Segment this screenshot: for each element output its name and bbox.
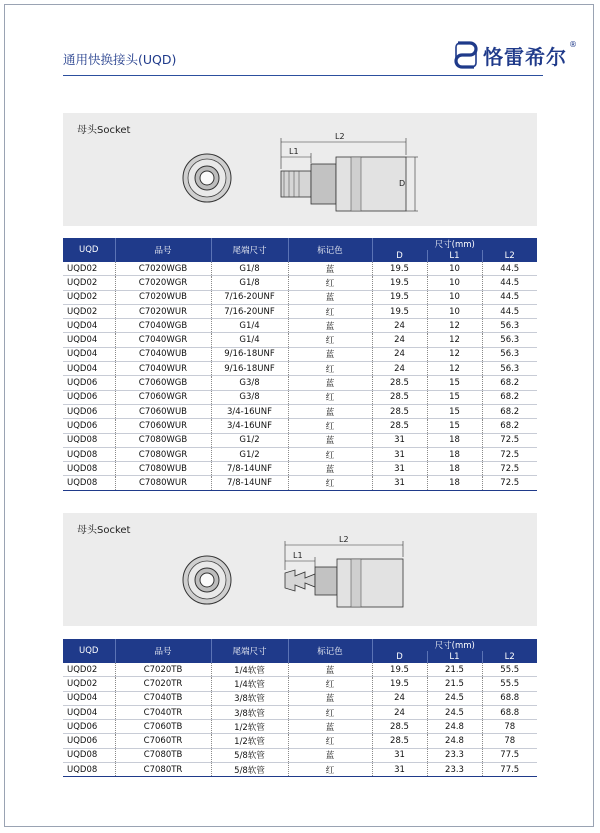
brand-name: 恪雷希尔 xyxy=(483,44,567,69)
cell-mark-color: 红 xyxy=(288,705,372,719)
socket-drawing-2 xyxy=(63,513,537,626)
header-divider xyxy=(63,75,543,76)
page-title: 通用快换接头(UQD) xyxy=(63,52,177,67)
cell-d: 28.5 xyxy=(372,390,427,404)
cell-d: 19.5 xyxy=(372,304,427,318)
table-row xyxy=(63,362,537,376)
cell-d: 19.5 xyxy=(372,663,427,677)
cell-l1: 18 xyxy=(427,433,482,447)
cell-mark-color: 蓝 xyxy=(288,347,372,361)
col-header-l2: L2 xyxy=(482,250,537,262)
cell-uqd: UQD04 xyxy=(63,691,115,705)
cell-part-number: C7020TB xyxy=(115,663,211,677)
cell-mark-color: 蓝 xyxy=(288,404,372,418)
cell-part-number: C7080WGB xyxy=(115,433,211,447)
cell-d: 24 xyxy=(372,705,427,719)
cell-l2: 72.5 xyxy=(482,433,537,447)
table-row xyxy=(63,419,537,433)
cell-uqd: UQD02 xyxy=(63,276,115,290)
cell-l1: 12 xyxy=(427,319,482,333)
table-row xyxy=(63,720,537,734)
cell-mark-color: 蓝 xyxy=(288,376,372,390)
cell-mark-color: 红 xyxy=(288,362,372,376)
cell-uqd: UQD06 xyxy=(63,390,115,404)
table-row xyxy=(63,763,537,777)
table-row xyxy=(63,404,537,418)
cell-mark-color: 蓝 xyxy=(288,262,372,276)
cell-d: 31 xyxy=(372,763,427,777)
cell-l1: 18 xyxy=(427,476,482,490)
dim-label-l2: L2 xyxy=(339,535,349,544)
cell-mark-color: 红 xyxy=(288,763,372,777)
cell-l2: 44.5 xyxy=(482,262,537,276)
table-row xyxy=(63,748,537,762)
cell-part-number: C7040WGB xyxy=(115,319,211,333)
col-header-size: 尺寸(mm) xyxy=(372,238,537,250)
col-header-l2: L2 xyxy=(482,651,537,663)
cell-l1: 15 xyxy=(427,376,482,390)
cell-part-number: C7060WUB xyxy=(115,404,211,418)
cell-l2: 72.5 xyxy=(482,476,537,490)
cell-uqd: UQD04 xyxy=(63,347,115,361)
cell-l1: 24.5 xyxy=(427,691,482,705)
cell-mark-color: 红 xyxy=(288,390,372,404)
table-row xyxy=(63,376,537,390)
cell-tail-size: 9/16-18UNF xyxy=(211,347,288,361)
table-row xyxy=(63,319,537,333)
cell-part-number: C7040WGR xyxy=(115,333,211,347)
table-row xyxy=(63,433,537,447)
cell-d: 31 xyxy=(372,476,427,490)
cell-tail-size: 1/4软管 xyxy=(211,677,288,691)
table-row xyxy=(63,347,537,361)
col-header-uqd: UQD xyxy=(63,238,115,262)
dim-label-l1: L1 xyxy=(289,147,299,156)
cell-uqd: UQD04 xyxy=(63,333,115,347)
cell-d: 19.5 xyxy=(372,276,427,290)
cell-tail-size: G1/8 xyxy=(211,276,288,290)
cell-uqd: UQD04 xyxy=(63,319,115,333)
cell-tail-size: 5/8软管 xyxy=(211,748,288,762)
cell-l1: 24.5 xyxy=(427,705,482,719)
cell-part-number: C7020WGR xyxy=(115,276,211,290)
cell-part-number: C7080WUR xyxy=(115,476,211,490)
cell-l1: 24.8 xyxy=(427,720,482,734)
dim-label-l2: L2 xyxy=(335,132,345,141)
cell-mark-color: 红 xyxy=(288,677,372,691)
cell-part-number: C7060WGR xyxy=(115,390,211,404)
cell-l2: 68.2 xyxy=(482,376,537,390)
cell-uqd: UQD04 xyxy=(63,705,115,719)
cell-part-number: C7040WUR xyxy=(115,362,211,376)
col-header-size: 尺寸(mm) xyxy=(372,639,537,651)
cell-d: 28.5 xyxy=(372,734,427,748)
table-row xyxy=(63,663,537,677)
cell-part-number: C7020TR xyxy=(115,677,211,691)
cell-d: 28.5 xyxy=(372,419,427,433)
cell-l1: 18 xyxy=(427,462,482,476)
cell-l2: 78 xyxy=(482,720,537,734)
socket-end-view-icon xyxy=(183,556,231,604)
hose-barb-socket-side-view-icon xyxy=(285,559,403,607)
cell-uqd: UQD04 xyxy=(63,362,115,376)
spec-table-2 xyxy=(63,639,537,777)
cell-l2: 77.5 xyxy=(482,748,537,762)
cell-mark-color: 蓝 xyxy=(288,663,372,677)
cell-l1: 10 xyxy=(427,276,482,290)
cell-tail-size: 1/4软管 xyxy=(211,663,288,677)
cell-d: 24 xyxy=(372,362,427,376)
cell-l2: 68.8 xyxy=(482,705,537,719)
cell-mark-color: 红 xyxy=(288,304,372,318)
cell-tail-size: 5/8软管 xyxy=(211,763,288,777)
cell-d: 19.5 xyxy=(372,290,427,304)
cell-part-number: C7020WGB xyxy=(115,262,211,276)
cell-tail-size: G1/2 xyxy=(211,433,288,447)
col-header-l1: L1 xyxy=(427,651,482,663)
cell-l1: 15 xyxy=(427,404,482,418)
cell-tail-size: G1/8 xyxy=(211,262,288,276)
cell-l2: 56.3 xyxy=(482,333,537,347)
cell-part-number: C7020WUR xyxy=(115,304,211,318)
cell-mark-color: 蓝 xyxy=(288,290,372,304)
col-header-mark: 标记色 xyxy=(288,238,372,262)
table-row xyxy=(63,262,537,276)
cell-d: 28.5 xyxy=(372,720,427,734)
cell-l1: 24.8 xyxy=(427,734,482,748)
cell-tail-size: G3/8 xyxy=(211,376,288,390)
col-header-tail: 尾端尺寸 xyxy=(211,238,288,262)
section-label: 母头Socket xyxy=(77,525,131,536)
cell-mark-color: 红 xyxy=(288,734,372,748)
cell-l2: 72.5 xyxy=(482,447,537,461)
cell-mark-color: 蓝 xyxy=(288,691,372,705)
cell-part-number: C7080TR xyxy=(115,763,211,777)
cell-d: 19.5 xyxy=(372,262,427,276)
cell-d: 31 xyxy=(372,462,427,476)
cell-l2: 72.5 xyxy=(482,462,537,476)
cell-l2: 44.5 xyxy=(482,276,537,290)
cell-l2: 44.5 xyxy=(482,304,537,318)
cell-uqd: UQD06 xyxy=(63,419,115,433)
cell-tail-size: 3/4-16UNF xyxy=(211,404,288,418)
cell-d: 19.5 xyxy=(372,677,427,691)
cell-l1: 15 xyxy=(427,419,482,433)
product-drawing-panel-1 xyxy=(63,113,537,226)
cell-mark-color: 红 xyxy=(288,419,372,433)
cell-mark-color: 蓝 xyxy=(288,720,372,734)
socket-drawing-1 xyxy=(63,113,537,226)
table-row xyxy=(63,276,537,290)
col-header-d: D xyxy=(372,250,427,262)
cell-d: 24 xyxy=(372,347,427,361)
cell-l1: 21.5 xyxy=(427,677,482,691)
cell-l1: 10 xyxy=(427,262,482,276)
cell-d: 31 xyxy=(372,447,427,461)
cell-l2: 78 xyxy=(482,734,537,748)
cell-l2: 56.3 xyxy=(482,319,537,333)
col-header-uqd: UQD xyxy=(63,639,115,663)
cell-tail-size: 7/16-20UNF xyxy=(211,290,288,304)
cell-l2: 55.5 xyxy=(482,677,537,691)
cell-tail-size: 3/8软管 xyxy=(211,705,288,719)
table-row xyxy=(63,390,537,404)
cell-uqd: UQD02 xyxy=(63,290,115,304)
cell-uqd: UQD06 xyxy=(63,376,115,390)
cell-d: 31 xyxy=(372,433,427,447)
cell-mark-color: 蓝 xyxy=(288,462,372,476)
cell-part-number: C7060WGB xyxy=(115,376,211,390)
cell-tail-size: 7/8-14UNF xyxy=(211,476,288,490)
cell-d: 28.5 xyxy=(372,376,427,390)
cell-uqd: UQD08 xyxy=(63,462,115,476)
cell-mark-color: 红 xyxy=(288,447,372,461)
section-label: 母头Socket xyxy=(77,125,131,136)
cell-l2: 56.3 xyxy=(482,362,537,376)
cell-part-number: C7060TR xyxy=(115,734,211,748)
cell-d: 31 xyxy=(372,748,427,762)
cell-part-number: C7080WGR xyxy=(115,447,211,461)
product-drawing-panel-2 xyxy=(63,513,537,626)
col-header-mark: 标记色 xyxy=(288,639,372,663)
cell-uqd: UQD02 xyxy=(63,677,115,691)
cell-uqd: UQD02 xyxy=(63,304,115,318)
cell-tail-size: 1/2软管 xyxy=(211,720,288,734)
cell-tail-size: 3/8软管 xyxy=(211,691,288,705)
table-row xyxy=(63,476,537,490)
cell-mark-color: 红 xyxy=(288,476,372,490)
cell-l2: 68.2 xyxy=(482,404,537,418)
cell-l1: 10 xyxy=(427,290,482,304)
table-row xyxy=(63,705,537,719)
cell-l1: 12 xyxy=(427,362,482,376)
cell-mark-color: 蓝 xyxy=(288,748,372,762)
cell-l1: 10 xyxy=(427,304,482,318)
col-header-tail: 尾端尺寸 xyxy=(211,639,288,663)
cell-tail-size: G1/2 xyxy=(211,447,288,461)
col-header-part: 品号 xyxy=(115,639,211,663)
cell-uqd: UQD02 xyxy=(63,262,115,276)
cell-part-number: C7040TR xyxy=(115,705,211,719)
brand-logo xyxy=(453,38,577,72)
cell-tail-size: 9/16-18UNF xyxy=(211,362,288,376)
table-row xyxy=(63,691,537,705)
table-row xyxy=(63,290,537,304)
table-row xyxy=(63,304,537,318)
cell-l1: 12 xyxy=(427,333,482,347)
cell-l2: 68.2 xyxy=(482,390,537,404)
registered-mark: ® xyxy=(569,40,577,49)
cell-part-number: C7060WUR xyxy=(115,419,211,433)
cell-d: 24 xyxy=(372,319,427,333)
cell-tail-size: 1/2软管 xyxy=(211,734,288,748)
socket-end-view-icon xyxy=(183,154,231,202)
cell-l2: 55.5 xyxy=(482,663,537,677)
cell-d: 28.5 xyxy=(372,404,427,418)
cell-uqd: UQD08 xyxy=(63,447,115,461)
cell-l2: 44.5 xyxy=(482,290,537,304)
cell-l1: 12 xyxy=(427,347,482,361)
col-header-part: 品号 xyxy=(115,238,211,262)
table-row xyxy=(63,333,537,347)
cell-l2: 68.2 xyxy=(482,419,537,433)
cell-l1: 21.5 xyxy=(427,663,482,677)
table-row xyxy=(63,462,537,476)
cell-l1: 18 xyxy=(427,447,482,461)
cell-part-number: C7040TB xyxy=(115,691,211,705)
cell-part-number: C7040WUB xyxy=(115,347,211,361)
cell-d: 24 xyxy=(372,333,427,347)
table-row xyxy=(63,734,537,748)
cell-l2: 68.8 xyxy=(482,691,537,705)
cell-uqd: UQD06 xyxy=(63,734,115,748)
table-row xyxy=(63,677,537,691)
table-row xyxy=(63,447,537,461)
col-header-l1: L1 xyxy=(427,250,482,262)
cell-mark-color: 红 xyxy=(288,276,372,290)
cell-uqd: UQD06 xyxy=(63,720,115,734)
col-header-d: D xyxy=(372,651,427,663)
cell-uqd: UQD08 xyxy=(63,763,115,777)
spec-table-1 xyxy=(63,238,537,491)
cell-tail-size: 7/16-20UNF xyxy=(211,304,288,318)
cell-d: 24 xyxy=(372,691,427,705)
brand-mark-icon xyxy=(453,40,479,70)
cell-uqd: UQD06 xyxy=(63,404,115,418)
cell-uqd: UQD02 xyxy=(63,663,115,677)
cell-part-number: C7020WUB xyxy=(115,290,211,304)
dim-label-d: D xyxy=(399,179,406,188)
cell-tail-size: G1/4 xyxy=(211,333,288,347)
cell-part-number: C7080TB xyxy=(115,748,211,762)
cell-l2: 56.3 xyxy=(482,347,537,361)
cell-uqd: UQD08 xyxy=(63,433,115,447)
socket-side-view-icon xyxy=(281,157,406,211)
cell-l1: 23.3 xyxy=(427,763,482,777)
cell-part-number: C7060TB xyxy=(115,720,211,734)
cell-mark-color: 蓝 xyxy=(288,319,372,333)
cell-l2: 77.5 xyxy=(482,763,537,777)
dim-label-l1: L1 xyxy=(293,551,303,560)
cell-uqd: UQD08 xyxy=(63,748,115,762)
cell-mark-color: 红 xyxy=(288,333,372,347)
cell-l1: 23.3 xyxy=(427,748,482,762)
cell-tail-size: G3/8 xyxy=(211,390,288,404)
cell-tail-size: 7/8-14UNF xyxy=(211,462,288,476)
cell-part-number: C7080WUB xyxy=(115,462,211,476)
cell-mark-color: 蓝 xyxy=(288,433,372,447)
cell-l1: 15 xyxy=(427,390,482,404)
cell-tail-size: G1/4 xyxy=(211,319,288,333)
cell-tail-size: 3/4-16UNF xyxy=(211,419,288,433)
cell-uqd: UQD08 xyxy=(63,476,115,490)
